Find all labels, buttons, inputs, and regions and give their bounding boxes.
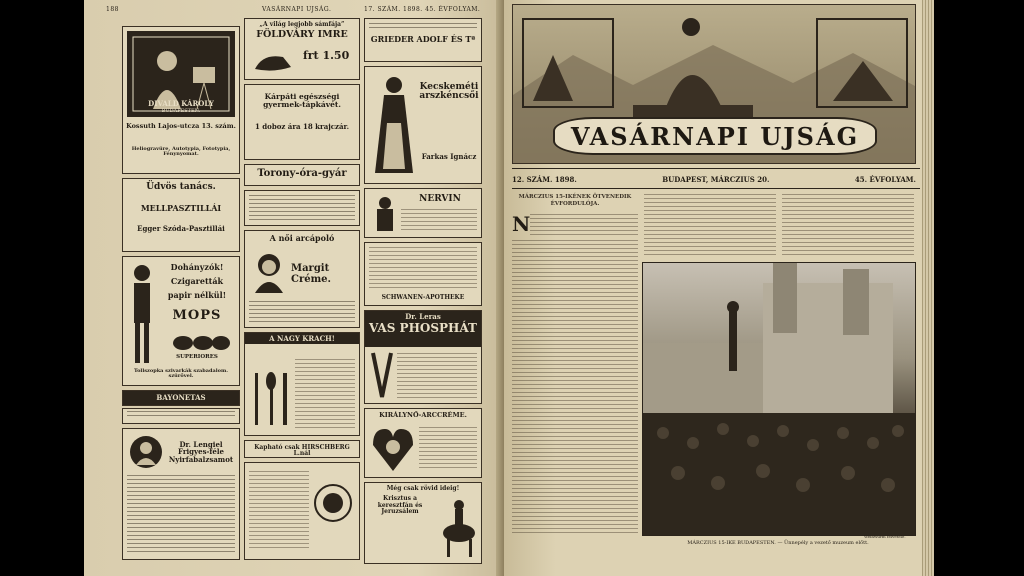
issue-number: 12. SZÁM. 1898.	[512, 174, 577, 184]
article-column-3	[782, 194, 914, 256]
peasant-girl-illustration	[371, 73, 417, 177]
foldvary-name: FÖLDVÁRY IMRE	[256, 29, 348, 41]
grieder-name: GRIEDER ADOLF ÉS Tª	[370, 34, 476, 44]
margit-name: Margit Créme.	[291, 263, 332, 285]
drop-cap: N	[512, 212, 531, 236]
nervin-title: NERVIN	[419, 194, 461, 204]
article-heading-block	[512, 194, 638, 208]
jeruzsalem-line1: Még csak rövid ideig!	[386, 485, 460, 492]
krach-title: A NAGY KRACH!	[245, 333, 359, 344]
nervin-text-lines	[401, 209, 477, 233]
dohany-footer: Tollszopka szivarkák szabadalom. szürővel.	[133, 368, 229, 380]
lengiel-portrait-icon	[129, 435, 163, 469]
rule-bottom	[512, 188, 920, 189]
crowd-and-building-image	[643, 263, 915, 535]
issue-info-bar	[512, 172, 916, 186]
ad-margit-creme	[244, 230, 360, 328]
divald-portrait-image	[127, 31, 235, 117]
dohany-line3: papir nélkül!	[167, 290, 227, 300]
phosphat-line1: Dr. Leras	[405, 312, 441, 321]
ad-grieder	[364, 18, 482, 62]
nyirfa-title: Dr. Lengiel Frigyes-féle Nyirfabalzsamot	[168, 440, 234, 464]
ad-vas-phosphat	[364, 310, 482, 404]
kecskemeti-title: Kecskeméti arszkéncsői	[419, 82, 479, 102]
issue-volume: 45. ÉVFOLYAM.	[854, 174, 916, 184]
schwanen-text-lines	[369, 247, 477, 289]
jeruzsalem-line2: Krisztus a keresztfán és Jeruzsálem	[377, 495, 423, 515]
kecskemeti-name: Farkas Ignácz	[421, 152, 477, 161]
masthead-illustration	[512, 4, 916, 164]
torony-title: Torony-óra-gyár	[257, 168, 347, 179]
dohany-sub: SUPERIORES	[176, 354, 218, 360]
kiraly-text-lines	[419, 427, 477, 471]
left-page	[84, 0, 502, 576]
schwanen-name: SCHWANEN-APOTHEKE	[381, 293, 465, 301]
divald-address: Kossuth Lajos-utcza 13. szám.	[126, 122, 236, 130]
kiraly-title: KIRÁLYNŐ-ARCCRÉME.	[379, 411, 467, 419]
ad-pharmacy-seal	[244, 462, 360, 560]
small-text-lines	[249, 195, 355, 221]
phosphat-header	[365, 311, 481, 347]
ad-small-notice	[122, 408, 240, 424]
right-page	[504, 0, 934, 576]
nyirfa-text-lines	[127, 475, 235, 555]
dohany-brand: MOPS	[172, 308, 222, 323]
ad-kecskemeti	[364, 66, 482, 184]
ad-hirschberg	[244, 440, 360, 458]
krach-price-list	[295, 359, 355, 429]
article-title: MÁRCZIUS 15-IKÉNEK ÖTVENEDIK ÉVFORDULÓJA.	[518, 194, 632, 207]
dohany-line1: Dohányzók!	[170, 262, 224, 272]
ad-foldvary	[244, 18, 360, 80]
divald-place: BUDAPESTEN.	[161, 108, 201, 114]
photo-credit: Weinwurm felvétele.	[864, 534, 906, 539]
divald-items: Heliogravüre, Autotypia, Fototypia, Fénynyomat.	[131, 146, 231, 158]
page-edges	[922, 0, 934, 576]
ad-schwanen	[364, 242, 482, 306]
udvos-product: MELLPASZTILLÁI	[140, 203, 222, 214]
running-date: 17. SZÁM. 1898. 45. ÉVFOLYAM.	[364, 6, 481, 13]
seal-text-lines	[249, 471, 309, 551]
ad-nervin	[364, 188, 482, 238]
ad-krisztus	[364, 482, 482, 564]
ad-udvos-tanacs	[122, 178, 240, 252]
udvos-maker: Egger Szóda-Pasztillái	[137, 223, 225, 233]
heart-emblem-icon	[371, 425, 415, 473]
cutlery-icon	[251, 369, 291, 429]
divald-name: DIVALD KÁROLY	[148, 99, 214, 108]
hirschberg-title: Kapható csak HIRSCHBERG L.nál	[254, 444, 350, 458]
ad-torony	[244, 164, 360, 186]
karpati-price: 1 doboz ára 18 krajczár.	[254, 121, 350, 131]
dohany-line2: Czigaretták	[170, 276, 224, 286]
ad-small-text	[244, 190, 360, 226]
phosphat-text-lines	[397, 353, 477, 399]
bayonet-title: BAYONETAS	[156, 393, 206, 402]
horse-rider-illustration	[441, 497, 479, 559]
article-column-1	[512, 240, 638, 536]
article-text-intro	[530, 214, 638, 238]
ad-dohanyzok	[122, 256, 240, 386]
foldvary-slogan: „A világ legjobb sámfája”	[259, 21, 345, 28]
ad-nagy-krach	[244, 332, 360, 436]
udvos-title: Üdvös tanács.	[146, 182, 216, 192]
running-title: VASÁRNAPI UJSÁG.	[262, 6, 332, 13]
open-book	[84, 0, 934, 576]
smoker-figure-illustration	[127, 263, 157, 367]
ad-divald	[122, 26, 240, 174]
notice-text-lines	[127, 411, 235, 419]
grieder-header-lines	[369, 23, 477, 31]
phosphat-line2: VAS PHOSPHÁT	[369, 321, 477, 336]
article-column-2	[644, 194, 776, 256]
masthead-title: VASÁRNAPI UJSÁG	[553, 117, 877, 155]
seal-icon	[313, 483, 353, 523]
shoe-tree-icon	[253, 49, 293, 75]
margit-title: A női arcápoló	[269, 233, 335, 243]
march-15-photo	[642, 262, 916, 536]
margit-text-lines	[249, 301, 355, 323]
karpati-title: Kárpáti egészségi gyermek-tápkávét.	[263, 92, 341, 109]
ad-nyirfabalzsam	[122, 428, 240, 560]
lady-portrait-icon	[251, 249, 287, 293]
ad-karpati	[244, 84, 360, 160]
bottle-icon	[371, 351, 393, 399]
rule-top	[512, 168, 920, 169]
foldvary-price: frt 1.50	[303, 49, 350, 62]
dogs-illustration	[171, 329, 231, 353]
photo-caption: MÁRCZIUS 15-IKE BUDAPESTEN. — Ünnepély a vezető muzeum előtt.	[687, 540, 869, 546]
page-number: 188	[106, 6, 119, 13]
ad-bayonetas	[122, 390, 240, 406]
ad-kiralyno	[364, 408, 482, 478]
issue-place-date: BUDAPEST, MÁRCZIUS 20.	[662, 174, 770, 184]
figure-icon	[371, 195, 399, 233]
